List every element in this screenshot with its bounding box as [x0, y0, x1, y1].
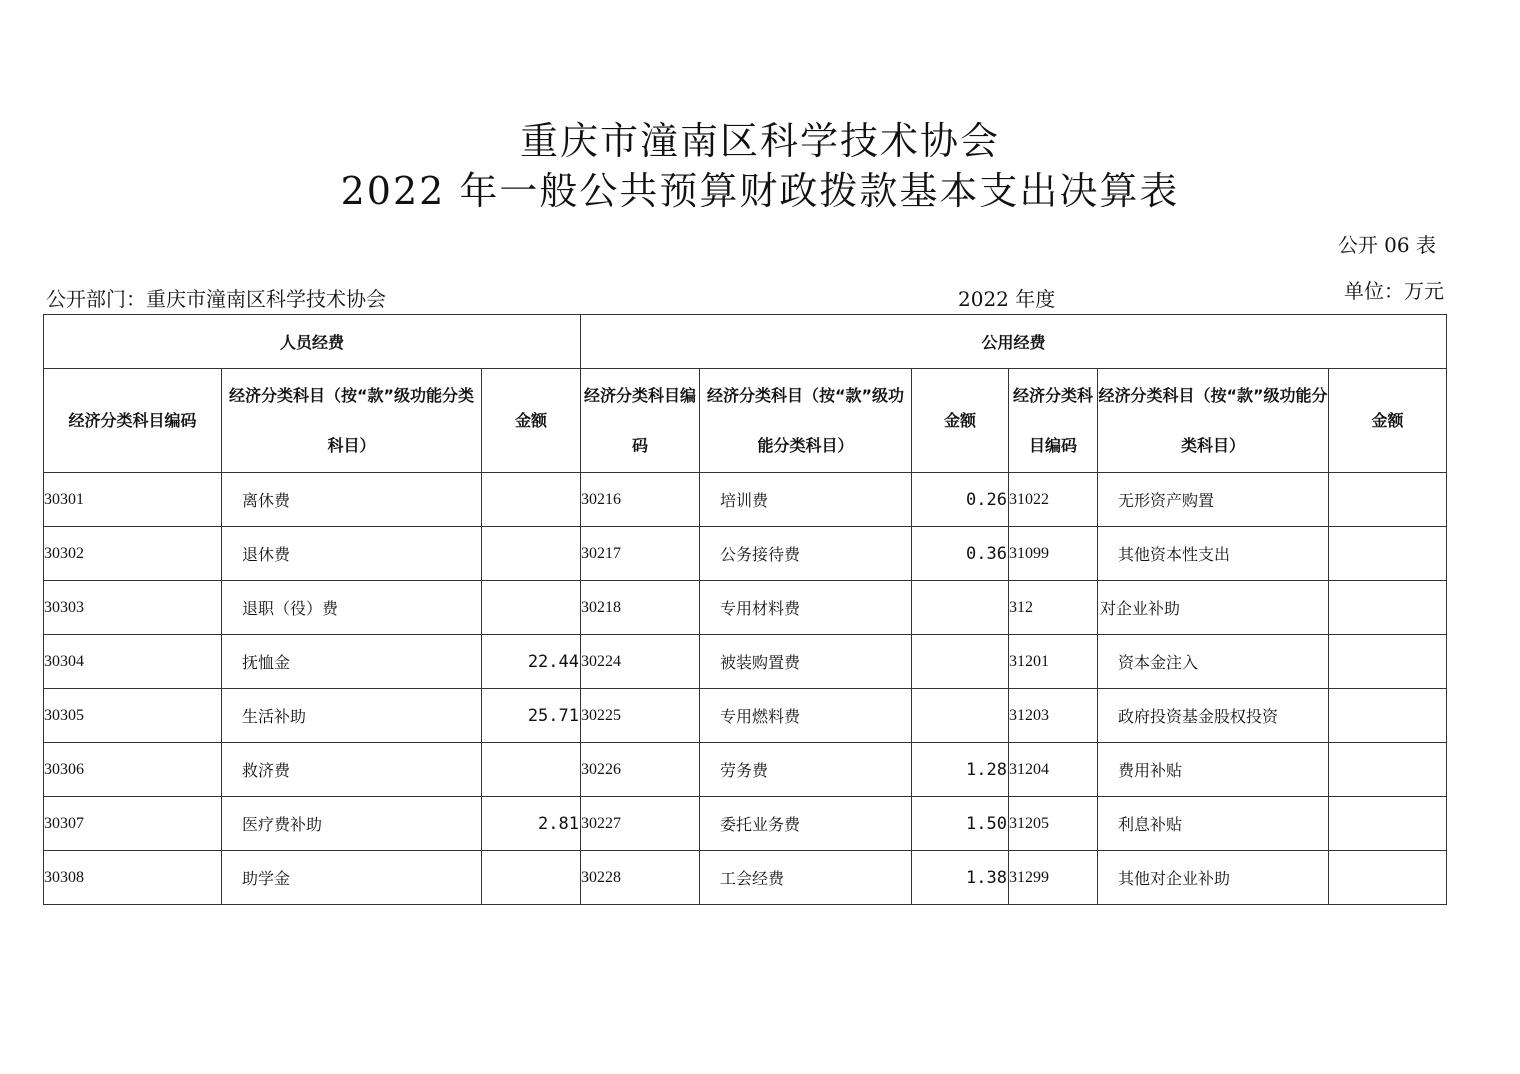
- personnel-item-cell: 生活补助: [222, 689, 482, 743]
- form-number: 公开 06 表: [1337, 233, 1436, 257]
- capital-code-cell: 31205: [1009, 797, 1098, 851]
- capital-item-cell: 无形资产购置: [1098, 473, 1329, 527]
- personnel-code-cell: 30305: [44, 689, 222, 743]
- capital-code-cell: 31204: [1009, 743, 1098, 797]
- personnel-item-cell: 退休费: [222, 527, 482, 581]
- col-header-name-1: 经济分类科目（按“款”级功能分类科目）: [222, 369, 482, 473]
- personnel-code-cell: 30301: [44, 473, 222, 527]
- public-item-cell: 劳务费: [700, 743, 912, 797]
- personnel-item-cell: 离休费: [222, 473, 482, 527]
- public-amount-cell: 0.36: [912, 527, 1009, 581]
- capital-amount-cell: [1329, 581, 1447, 635]
- col-header-code-1: 经济分类科目编码: [44, 369, 222, 473]
- fiscal-year-label: 2022 年度: [958, 287, 1056, 311]
- table-row: [44, 743, 1447, 797]
- table-row: [44, 797, 1447, 851]
- public-item-cell: 专用材料费: [700, 581, 912, 635]
- document-title-report: 2022 年一般公共预算财政拨款基本支出决算表: [340, 169, 1180, 213]
- personnel-code-cell: 30308: [44, 851, 222, 905]
- capital-amount-cell: [1329, 851, 1447, 905]
- table-column-header-row: [44, 369, 1447, 473]
- personnel-item-cell: 退职（役）费: [222, 581, 482, 635]
- capital-item-cell: 利息补贴: [1098, 797, 1329, 851]
- table-row: [44, 851, 1447, 905]
- capital-amount-cell: [1329, 743, 1447, 797]
- public-code-cell: 30228: [581, 851, 700, 905]
- public-code-cell: 30218: [581, 581, 700, 635]
- public-amount-cell: 1.50: [912, 797, 1009, 851]
- personnel-code-cell: 30307: [44, 797, 222, 851]
- public-item-cell: 工会经费: [700, 851, 912, 905]
- capital-code-cell: 31203: [1009, 689, 1098, 743]
- personnel-code-cell: 30303: [44, 581, 222, 635]
- expenditure-table: [43, 314, 1447, 905]
- public-code-cell: 30227: [581, 797, 700, 851]
- capital-code-cell: 31201: [1009, 635, 1098, 689]
- personnel-code-cell: 30302: [44, 527, 222, 581]
- table-group-header-row: [44, 315, 1447, 369]
- capital-code-cell: 31022: [1009, 473, 1098, 527]
- col-header-amount-3: 金额: [1329, 369, 1447, 473]
- personnel-amount-cell: [482, 527, 581, 581]
- capital-item-cell: 政府投资基金股权投资: [1098, 689, 1329, 743]
- public-code-cell: 30226: [581, 743, 700, 797]
- document-title-org: 重庆市潼南区科学技术协会: [519, 119, 1000, 163]
- capital-item-cell: 资本金注入: [1098, 635, 1329, 689]
- public-item-cell: 公务接待费: [700, 527, 912, 581]
- personnel-item-cell: 助学金: [222, 851, 482, 905]
- table-row: [44, 689, 1447, 743]
- public-item-cell: 专用燃料费: [700, 689, 912, 743]
- personnel-code-cell: 30304: [44, 635, 222, 689]
- capital-item-cell: 其他资本性支出: [1098, 527, 1329, 581]
- personnel-item-cell: 救济费: [222, 743, 482, 797]
- personnel-amount-cell: [482, 743, 581, 797]
- capital-code-cell: 31299: [1009, 851, 1098, 905]
- capital-amount-cell: [1329, 689, 1447, 743]
- capital-item-cell: 对企业补助: [1098, 581, 1329, 635]
- col-header-name-3: 经济分类科目（按“款”级功能分类科目）: [1098, 369, 1329, 473]
- public-item-cell: 委托业务费: [700, 797, 912, 851]
- col-header-amount-1: 金额: [482, 369, 581, 473]
- public-code-cell: 30224: [581, 635, 700, 689]
- capital-amount-cell: [1329, 527, 1447, 581]
- public-amount-cell: 1.28: [912, 743, 1009, 797]
- department-label: 公开部门：重庆市潼南区科学技术协会: [46, 287, 386, 311]
- personnel-amount-cell: [482, 851, 581, 905]
- personnel-amount-cell: 25.71: [482, 689, 581, 743]
- col-header-code-3: 经济分类科目编码: [1009, 369, 1098, 473]
- personnel-expense-header: 人员经费: [44, 315, 581, 369]
- personnel-amount-cell: [482, 473, 581, 527]
- table-body: [44, 473, 1447, 905]
- unit-label: 单位：万元: [1344, 279, 1444, 303]
- public-amount-cell: 1.38: [912, 851, 1009, 905]
- capital-code-cell: 312: [1009, 581, 1098, 635]
- personnel-amount-cell: 2.81: [482, 797, 581, 851]
- public-item-cell: 被装购置费: [700, 635, 912, 689]
- capital-item-cell: 其他对企业补助: [1098, 851, 1329, 905]
- col-header-code-2: 经济分类科目编码: [581, 369, 700, 473]
- table-row: [44, 635, 1447, 689]
- personnel-code-cell: 30306: [44, 743, 222, 797]
- public-code-cell: 30216: [581, 473, 700, 527]
- capital-amount-cell: [1329, 473, 1447, 527]
- table-row: [44, 581, 1447, 635]
- personnel-item-cell: 医疗费补助: [222, 797, 482, 851]
- table-row: [44, 527, 1447, 581]
- public-amount-cell: [912, 581, 1009, 635]
- public-amount-cell: 0.26: [912, 473, 1009, 527]
- capital-item-cell: 费用补贴: [1098, 743, 1329, 797]
- public-code-cell: 30217: [581, 527, 700, 581]
- personnel-amount-cell: [482, 581, 581, 635]
- capital-amount-cell: [1329, 635, 1447, 689]
- table-row: [44, 473, 1447, 527]
- public-amount-cell: [912, 689, 1009, 743]
- public-expense-header: 公用经费: [581, 315, 1447, 369]
- personnel-amount-cell: 22.44: [482, 635, 581, 689]
- personnel-item-cell: 抚恤金: [222, 635, 482, 689]
- col-header-amount-2: 金额: [912, 369, 1009, 473]
- public-amount-cell: [912, 635, 1009, 689]
- public-code-cell: 30225: [581, 689, 700, 743]
- col-header-name-2: 经济分类科目（按“款”级功能分类科目）: [700, 369, 912, 473]
- capital-amount-cell: [1329, 797, 1447, 851]
- capital-code-cell: 31099: [1009, 527, 1098, 581]
- public-item-cell: 培训费: [700, 473, 912, 527]
